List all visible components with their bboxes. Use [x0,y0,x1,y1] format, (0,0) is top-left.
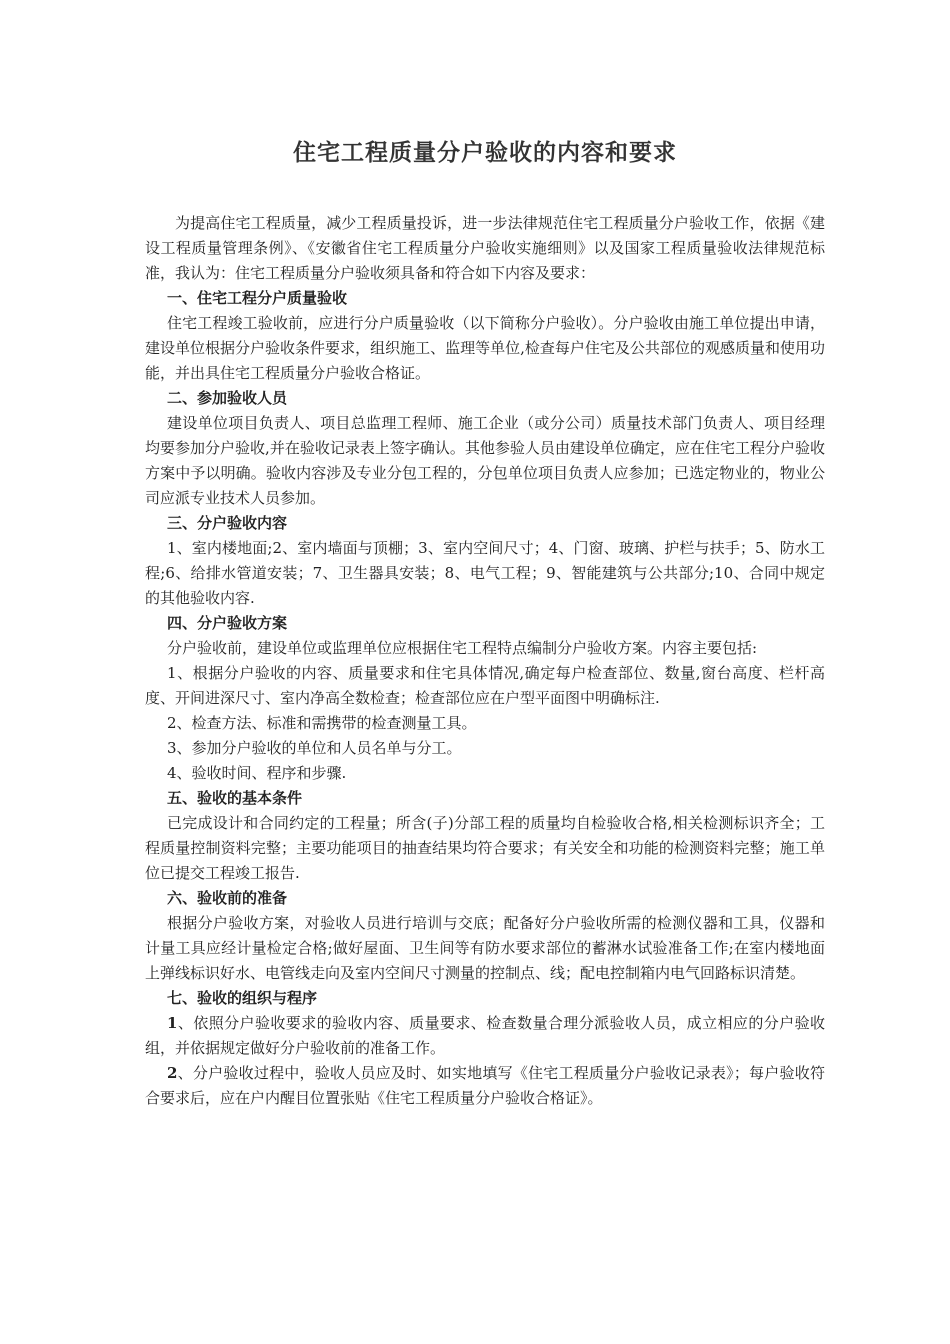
list-item: 4、验收时间、程序和步骤. [167,764,347,782]
document-title: 住宅工程质量分户验收的内容和要求 [293,140,677,166]
section-heading: 五、验收的基本条件 [167,789,303,807]
section-5 [145,786,825,886]
section-heading: 六、验收前的准备 [167,889,288,907]
section-heading: 三、分户验收内容 [167,514,288,532]
section-paragraph: 建设单位项目负责人、项目总监理工程师、施工企业（或分公司）质量技术部门负责人、项目经理均要参加分户验收,并在验收记录表上签字确认。其他参验人员由建设单位确定，应在住宅工程分户验收方案中予以明确。验收内容涉及专业分包工程的，分包单位项目负责人应参加；已选定物业的，物业公司应派专业技术人员参加。 [145,414,825,507]
section-heading: 一、住宅工程分户质量验收 [167,289,348,307]
section-paragraph: 分户验收前，建设单位或监理单位应根据住宅工程特点编制分户验收方案。内容主要包括: [167,639,758,657]
section-6 [145,886,825,986]
section-1 [145,286,825,386]
numbered-item [145,1011,825,1061]
item-number: 1 [167,1014,178,1032]
list-item: 2、检查方法、标准和需携带的检查测量工具。 [167,714,477,732]
section-paragraph: 根据分户验收方案，对验收人员进行培训与交底；配备好分户验收所需的检测仪器和工具，仪器和计量工具应经计量检定合格;做好屋面、卫生间等有防水要求部位的蓄淋水试验准备工作;在室内楼地面上弹线标识好水、电管线走向及室内空间尺寸测量的控制点、线；配电控制箱内电气回路标识清楚。 [145,914,825,982]
list-item: 1、根据分户验收的内容、质量要求和住宅具体情况,确定每户检查部位、数量,窗台高度、栏杆高度、开间进深尺寸、室内净高全数检查；检查部位应在户型平面图中明确标注. [145,664,825,707]
item-number: 2 [167,1064,178,1082]
section-7 [145,986,825,1111]
list-item: 3、参加分户验收的单位和人员名单与分工。 [167,739,462,757]
section-heading: 四、分户验收方案 [167,614,288,632]
section-3 [145,511,825,611]
section-heading: 七、验收的组织与程序 [167,989,318,1007]
section-2 [145,386,825,511]
section-4 [145,611,825,786]
section-paragraph: 1、室内楼地面;2、室内墙面与顶棚；3、室内空间尺寸；4、门窗、玻璃、护栏与扶手；5、防水工程;6、给排水管道安装；7、卫生器具安装；8、电气工程；9、智能建筑与公共部分;10、合同中规定的其他验收内容. [145,539,825,607]
item-text: 、依照分户验收要求的验收内容、质量要求、检查数量合理分派验收人员，成立相应的分户验收组，并依据规定做好分户验收前的准备工作。 [145,1014,825,1057]
item-text: 、分户验收过程中，验收人员应及时、如实地填写《住宅工程质量分户验收记录表》；每户验收符合要求后，应在户内醒目位置张贴《住宅工程质量分户验收合格证》。 [145,1064,825,1107]
document-page [145,128,825,1111]
section-paragraph: 住宅工程竣工验收前，应进行分户质量验收（以下简称分户验收）。分户验收由施工单位提出申请，建设单位根据分户验收条件要求，组织施工、监理等单位,检查每户住宅及公共部位的观感质量和使用功能，并出具住宅工程质量分户验收合格证。 [145,314,825,382]
intro-paragraph: 为提高住宅工程质量，减少工程质量投诉，进一步法律规范住宅工程质量分户验收工作，依据《建设工程质量管理条例》、《安徽省住宅工程质量分户验收实施细则》以及国家工程质量验收法律规范标准，我认为：住宅工程质量分户验收须具备和符合如下内容及要求： [145,214,825,282]
section-heading: 二、参加验收人员 [167,389,288,407]
section-paragraph: 已完成设计和合同约定的工程量；所含(子)分部工程的质量均自检验收合格,相关检测标识齐全；工程质量控制资料完整；主要功能项目的抽查结果均符合要求；有关安全和功能的检测资料完整；施工单位已提交工程竣工报告. [145,814,825,882]
numbered-item [145,1061,825,1111]
